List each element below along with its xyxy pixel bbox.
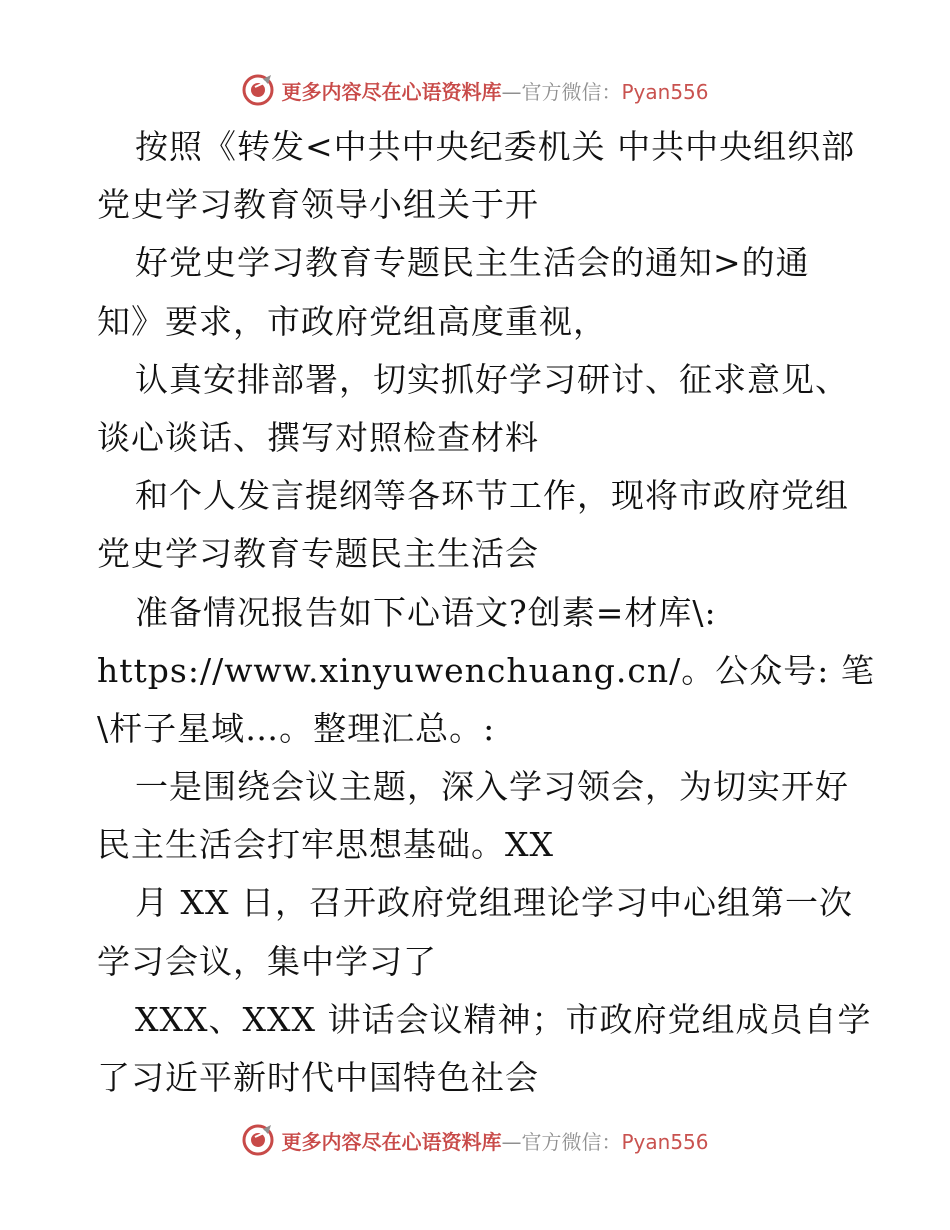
header-banner xyxy=(0,70,950,110)
text-line: 民主生活会打牢思想基础。XX xyxy=(97,825,554,865)
brand-logo-icon xyxy=(241,73,275,107)
text-line: https://www.xinyuwenchuang.cn/。公众号: 笔 xyxy=(97,650,875,690)
text-line: 按照《转发<中共中央纪委机关 中共中央组织部 xyxy=(135,127,856,166)
text-line: 好党史学习教育专题民主生活会的通知>的通 xyxy=(135,243,810,283)
text-line: 准备情况报告如下心语文?创素=材库\: xyxy=(135,592,717,632)
text-line: XXX、XXX 讲话会议精神；市政府党组成员自学 xyxy=(135,999,872,1039)
banner-title: 更多内容尽在心语资料库 xyxy=(281,1129,502,1154)
text-line: 党史学习教育专题民主生活会 xyxy=(97,534,539,574)
text-line: 谈心谈话、撰写对照检查材料 xyxy=(97,417,539,457)
brand-logo-icon xyxy=(241,1123,275,1157)
document-body xyxy=(97,118,875,1107)
banner-separator: —官方微信： xyxy=(501,79,622,104)
banner-text xyxy=(281,76,708,105)
text-line: \杆子星域…。整理汇总。: xyxy=(97,708,496,748)
text-line: 和个人发言提纲等各环节工作，现将市政府党组 xyxy=(135,476,849,516)
banner-wechat-id: Pyan556 xyxy=(621,1129,709,1154)
text-line: 知》要求，市政府党组高度重视， xyxy=(97,301,607,341)
text-line: 认真安排部署，切实抓好学习研讨、征求意见、 xyxy=(135,359,849,399)
banner-title: 更多内容尽在心语资料库 xyxy=(281,79,502,104)
text-line: 月 XX 日，召开政府党组理论学习中心组第一次 xyxy=(135,883,853,923)
text-line: 了习近平新时代中国特色社会 xyxy=(97,1058,539,1097)
text-line: 党史学习教育领导小组关于开 xyxy=(97,185,539,225)
banner-separator: —官方微信： xyxy=(501,1129,622,1154)
banner-text xyxy=(281,1126,708,1155)
banner-wechat-id: Pyan556 xyxy=(621,79,709,104)
text-line: 学习会议，集中学习了 xyxy=(97,941,437,981)
footer-banner xyxy=(0,1120,950,1160)
text-line: 一是围绕会议主题，深入学习领会，为切实开好 xyxy=(135,767,849,807)
